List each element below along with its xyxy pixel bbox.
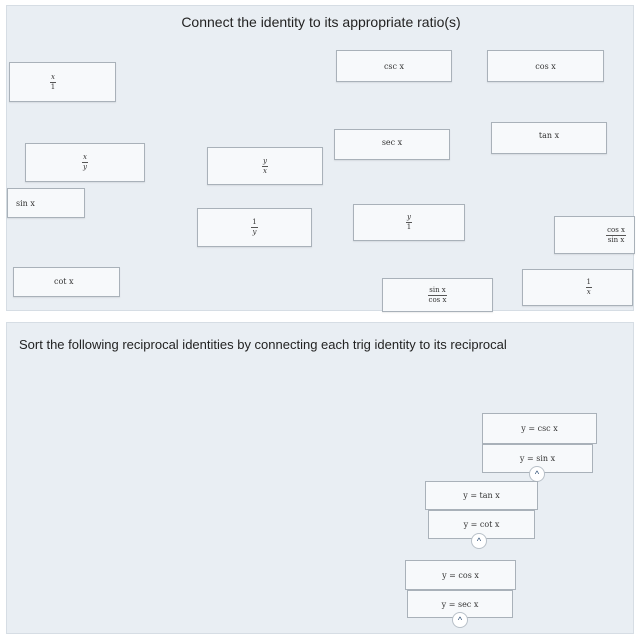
fraction-denominator: y <box>83 163 87 171</box>
card-x-over-1[interactable] <box>9 62 116 102</box>
card-label: y = tan x <box>463 491 500 500</box>
fraction-y-over-1 <box>406 214 412 231</box>
chevron-up-icon: ^ <box>534 469 540 479</box>
card-label: sin x <box>16 198 35 208</box>
panel-heading: Sort the following reciprocal identities by connecting each trig identity to its reciprocal <box>19 337 507 352</box>
fraction-numerator: x <box>51 72 55 81</box>
fraction-x-over-y <box>82 154 88 171</box>
connector-chevron-up-icon[interactable] <box>452 612 468 628</box>
card-label: sec x <box>381 138 403 147</box>
card-label: y = cot x <box>463 520 500 529</box>
card-csc-x[interactable] <box>336 50 452 82</box>
fraction-denominator: x <box>263 166 267 175</box>
card-tan-x[interactable] <box>491 122 607 154</box>
fraction-numerator: cos x <box>607 225 625 234</box>
card-sin-x[interactable] <box>7 188 85 218</box>
identity-ratio-panel <box>6 5 634 311</box>
fraction-denominator: 1 <box>50 82 56 91</box>
fraction-numerator: x <box>83 153 87 161</box>
card-label: y = sin x <box>519 454 556 463</box>
fraction-numerator: sin x <box>429 285 446 294</box>
connector-chevron-up-icon[interactable] <box>471 533 487 549</box>
chevron-up-icon: ^ <box>457 615 463 625</box>
card-1-over-y[interactable] <box>197 208 312 247</box>
card-label: csc x <box>383 61 405 71</box>
card-label: cos x <box>535 61 556 71</box>
card-1-over-x[interactable] <box>522 269 633 306</box>
panel-heading: Connect the identity to its appropriate ratio(s) <box>181 14 461 30</box>
fraction-numerator: 1 <box>252 218 257 226</box>
connector-chevron-up-icon[interactable] <box>529 466 545 482</box>
card-cot-x[interactable] <box>13 267 120 297</box>
fraction-sin-over-cos <box>428 287 447 304</box>
fraction-cos-over-sin <box>606 227 626 244</box>
chevron-up-icon: ^ <box>476 536 482 546</box>
fraction-denominator: sin x <box>607 235 625 244</box>
fraction-numerator: 1 <box>586 278 591 286</box>
card-label: y = csc x <box>521 424 558 433</box>
card-y-over-x[interactable] <box>207 147 323 185</box>
reciprocal-sort-panel <box>6 322 634 634</box>
card-sin-over-cos[interactable] <box>382 278 493 312</box>
card-label: y = sec x <box>441 599 479 609</box>
fraction-1-over-y <box>251 219 257 236</box>
card-label: y = cos x <box>442 570 479 580</box>
fraction-denominator: 1 <box>406 223 412 231</box>
card-label: cot x <box>54 277 74 286</box>
fraction-y-over-x <box>262 158 268 175</box>
identity-card-csc[interactable] <box>482 413 597 444</box>
card-label: tan x <box>538 131 560 140</box>
fraction-denominator: x <box>586 288 591 296</box>
fraction-numerator: y <box>263 156 267 165</box>
fraction-denominator: cos x <box>428 295 447 304</box>
card-sec-x[interactable] <box>334 129 450 160</box>
identity-card-cos[interactable] <box>405 560 516 590</box>
card-x-over-y[interactable] <box>25 143 145 182</box>
fraction-x-over-1 <box>50 74 56 91</box>
fraction-1-over-x <box>586 279 592 296</box>
fraction-numerator: y <box>407 213 411 221</box>
card-y-over-1[interactable] <box>353 204 465 241</box>
identity-card-tan[interactable] <box>425 481 538 510</box>
card-cos-over-sin[interactable] <box>554 216 635 254</box>
card-cos-x[interactable] <box>487 50 604 82</box>
fraction-denominator: y <box>252 228 257 236</box>
